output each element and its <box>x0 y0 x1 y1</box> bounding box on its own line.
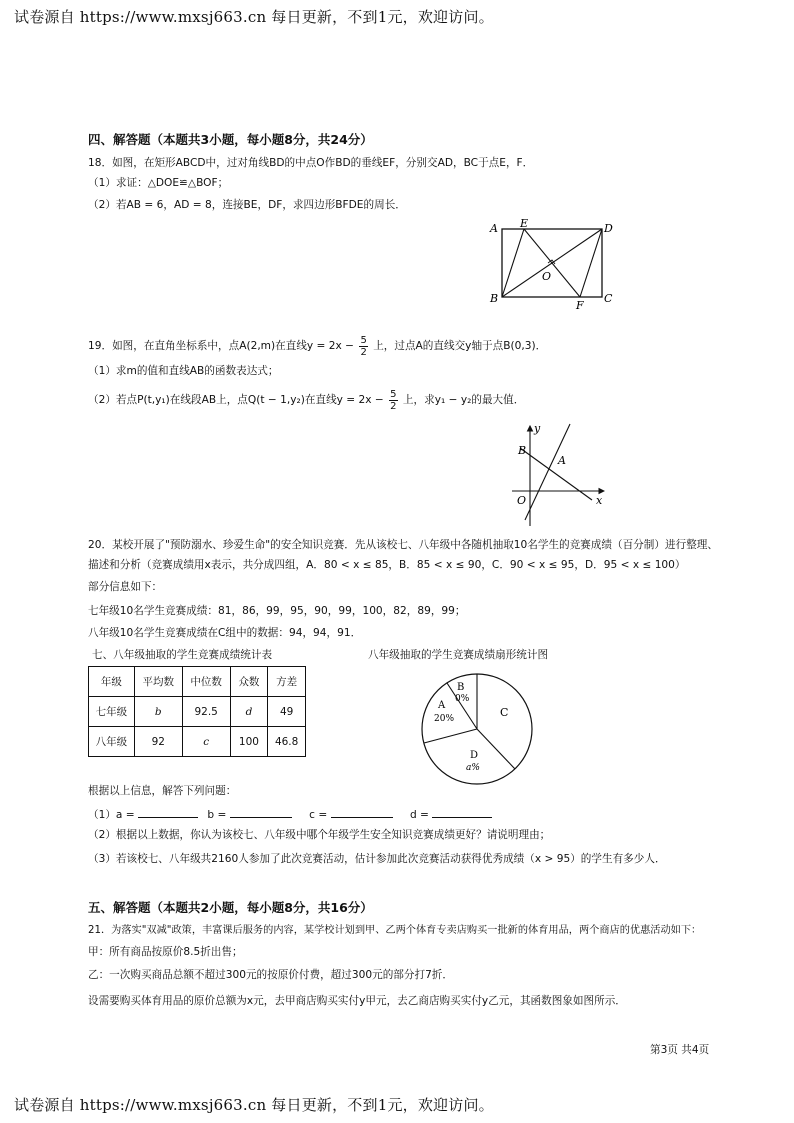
bottom-banner: 试卷源自 https://www.mxsj663.cn 每日更新，不到1元，欢迎访问。 <box>14 1096 494 1114</box>
q20-part2: （2）根据以上数据，你认为该校七、八年级中哪个年级学生安全知识竞赛成绩更好？请说明理由； <box>88 829 551 841</box>
table-cell: 92 <box>134 727 182 757</box>
pie-label-a-pct: 20% <box>434 714 455 724</box>
q21-line3: 乙：一次购买商品总额不超过300元的按原价付费，超过300元的部分打7折． <box>88 969 453 981</box>
q21-line2: 甲：所有商品按原价8.5折出售； <box>88 946 243 958</box>
pie-label-a: A <box>438 700 446 711</box>
line-ab <box>520 448 592 500</box>
top-banner: 试卷源自 https://www.mxsj663.cn 每日更新，不到1元，欢迎访问。 <box>14 8 494 26</box>
pie-label-d: D <box>470 750 479 761</box>
q18-part1: （1）求证：△DOE≌△BOF； <box>88 177 229 189</box>
table-cell: c <box>182 727 230 757</box>
q20-pie-title: 八年级抽取的学生竞赛成绩扇形统计图 <box>368 649 549 661</box>
label-b: B <box>490 292 499 305</box>
pie-divider <box>424 729 477 743</box>
label-y: y <box>534 422 541 435</box>
label-e: E <box>520 218 529 230</box>
q19-coordinate-figure <box>508 420 608 528</box>
q20-table-title: 七、八年级抽取的学生竞赛成绩统计表 <box>92 649 273 661</box>
label-a: A <box>558 454 566 467</box>
table-header-row <box>89 667 306 697</box>
section4-title: 四、解答题（本题共3小题，每小题8分，共24分） <box>88 132 373 147</box>
table-cell: b <box>134 697 182 727</box>
q21-line4: 设需要购买体育用品的原价总额为x元，去甲商店购买实付y甲元，去乙商店购买实付y乙元，其函数图象如图所示． <box>88 995 626 1007</box>
q19-part2-fraction <box>389 389 397 412</box>
segment-df <box>580 229 602 297</box>
line-y-2x-5-2 <box>525 424 570 520</box>
table-cell: d <box>230 697 268 727</box>
q20-part1-b-label: b = <box>207 809 227 821</box>
q19-fraction-num: 5 <box>360 334 367 346</box>
q20-part1-d-label: d = <box>409 809 429 821</box>
q19-part2-fraction-num: 5 <box>390 388 397 400</box>
pie-label-b-pct: 0% <box>455 694 470 704</box>
q20-info: 部分信息如下： <box>88 581 163 593</box>
table-header: 众数 <box>230 667 268 697</box>
q20-stem-line2: 描述和分析（竞赛成绩用x表示，共分成四组，A．80 < x ≤ 85，B．85 < x ≤ 90，C．90 < x ≤ 95，D．95 < x ≤ 100） <box>88 559 686 571</box>
q20-grade7-scores: 七年级10名学生竞赛成绩：81，86，99，95，90，99，100，82，89，99； <box>88 605 466 617</box>
q18-stem: 18．如图，在矩形ABCD中，过对角线BD的中点O作BD的垂线EF，分别交AD，BC于点E，F． <box>88 157 534 169</box>
label-o: O <box>542 270 552 283</box>
q19-part2-a: （2）若点P(t,y₁)在线段AB上，点Q(t − 1,y₂)在直线y = 2x − <box>88 394 384 406</box>
stats-table <box>88 666 306 757</box>
label-x: x <box>596 494 603 507</box>
page-number: 第3页 共4页 <box>650 1044 710 1056</box>
q19-part2 <box>88 386 524 414</box>
q20-part1-c-label: c = <box>309 809 328 821</box>
answer-blank-c[interactable] <box>331 806 393 818</box>
table-cell: 49 <box>268 697 306 727</box>
pie-label-d-pct: a% <box>466 763 480 773</box>
q21-line1: 21．为落实"双减"政策，丰富课后服务的内容，某学校计划到甲、乙两个体育专卖店购买一批新的体育用品，两个商店的优惠活动如下： <box>88 925 702 936</box>
table-header: 平均数 <box>134 667 182 697</box>
answer-blank-a[interactable] <box>138 806 198 818</box>
q19-part1: （1）求m的值和直线AB的函数表达式； <box>88 365 279 377</box>
table-cell: 100 <box>230 727 268 757</box>
q19-stem <box>88 332 546 360</box>
q19-stem-a: 19．如图，在直角坐标系中，点A(2,m)在直线y = 2x − <box>88 340 355 352</box>
q18-rectangle-figure <box>484 218 614 310</box>
label-f: F <box>576 299 584 310</box>
table-header: 方差 <box>268 667 306 697</box>
q20-grade8-scores: 八年级10名学生竞赛成绩在C组中的数据：94，94，91． <box>88 627 362 639</box>
pie-divider <box>477 729 515 769</box>
grade8-pie-chart <box>412 664 542 794</box>
table-header: 年级 <box>89 667 135 697</box>
q19-fraction-den: 2 <box>360 346 367 358</box>
label-c: C <box>604 292 613 305</box>
q19-fraction <box>359 335 367 358</box>
pie-label-c: C <box>500 706 509 719</box>
table-row <box>89 697 306 727</box>
section5-title: 五、解答题（本题共2小题，每小题8分，共16分） <box>88 900 373 915</box>
pie-label-b: B <box>457 682 465 693</box>
label-d: D <box>604 222 613 235</box>
answer-blank-d[interactable] <box>432 806 492 818</box>
segment-be <box>502 229 524 297</box>
table-cell: 八年级 <box>89 727 135 757</box>
q20-part1 <box>88 806 492 822</box>
table-cell: 46.8 <box>268 727 306 757</box>
label-a: A <box>490 222 498 235</box>
q18-part2: （2）若AB = 6，AD = 8，连接BE，DF，求四边形BFDE的周长． <box>88 199 406 211</box>
table-header: 中位数 <box>182 667 230 697</box>
table-row <box>89 727 306 757</box>
segment-ef <box>524 229 580 297</box>
table-cell: 92.5 <box>182 697 230 727</box>
q20-part3: （3）若该校七、八年级共2160人参加了此次竞赛活动，估计参加此次竞赛活动获得优秀成绩（x > 95）的学生有多少人． <box>88 853 666 865</box>
q19-part2-b: 上，求y₁ − y₂的最大值． <box>402 394 525 406</box>
label-b: B <box>518 444 527 457</box>
label-o: O <box>517 494 527 507</box>
q19-part2-fraction-den: 2 <box>390 400 397 412</box>
q19-stem-b: 上，过点A的直线交y轴于点B(0,3)． <box>373 340 547 352</box>
q20-part1-a-label: （1）a = <box>88 809 135 821</box>
table-cell: 七年级 <box>89 697 135 727</box>
answer-blank-b[interactable] <box>230 806 292 818</box>
q20-stem-line1: 20．某校开展了"预防溺水、珍爱生命"的安全知识竞赛．先从该校七、八年级中各随机抽取10名学生的竞赛成绩（百分制）进行整理、 <box>88 539 718 551</box>
q20-answer-intro: 根据以上信息，解答下列问题： <box>88 785 237 797</box>
